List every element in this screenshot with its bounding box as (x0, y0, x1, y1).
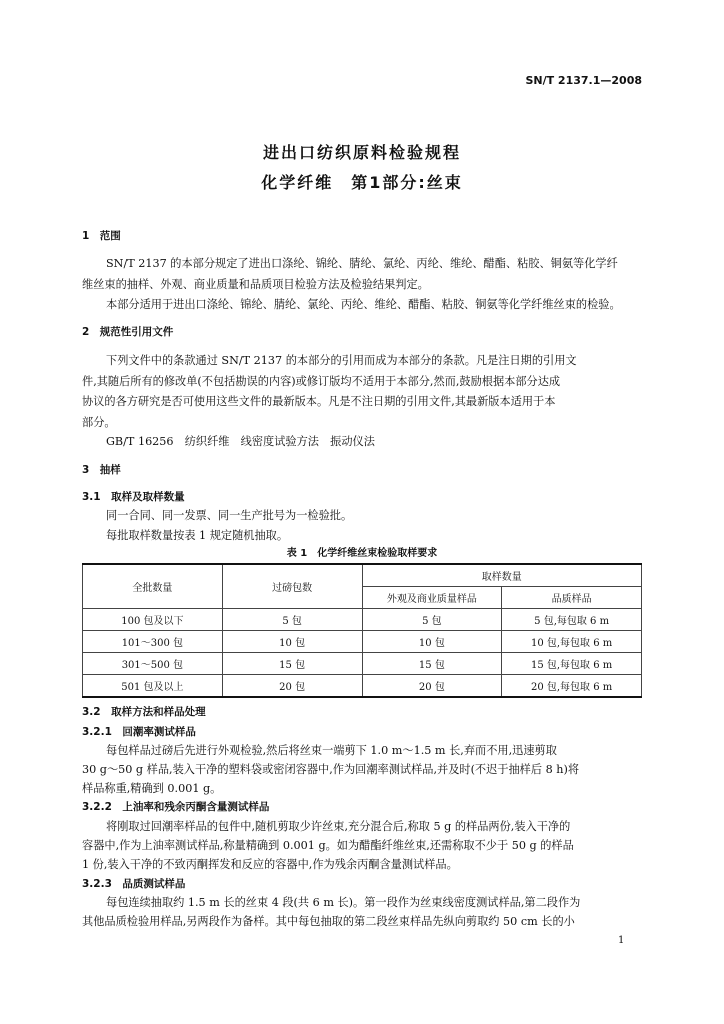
header-lot-size: 全批数量 (83, 564, 223, 609)
section-3-2-3-heading: 3.2.3 品质测试样品 (82, 878, 186, 890)
header-weighed-bales: 过磅包数 (222, 564, 362, 609)
table-cell: 15 包,每包取 6 m (502, 653, 642, 675)
table-cell: 301～500 包 (83, 653, 223, 675)
section-3-heading: 3 抽样 (82, 464, 121, 476)
paragraph-line: 其他品质检验用样品,另两段作为备样。其中每包抽取的第二段丝束样品先纵向剪取约 50 cm 长的小 (82, 915, 575, 928)
table-cell: 5 包,每包取 6 m (502, 609, 642, 631)
page-number: 1 (618, 935, 625, 946)
table-cell: 15 包 (362, 653, 502, 675)
section-1-heading: 1 范围 (82, 230, 121, 242)
section-2-heading: 2 规范性引用文件 (82, 326, 174, 338)
paragraph-line: SN/T 2137 的本部分规定了进出口涤纶、锦纶、腈纶、氯纶、丙纶、维纶、醋酯、粘胶、铜氨等化学纤 (106, 257, 618, 270)
table-cell: 10 包 (222, 631, 362, 653)
section-3-2-heading: 3.2 取样方法和样品处理 (82, 706, 206, 718)
paragraph-line: 件,其随后所有的修改单(不包括勘误的内容)或修订版均不适用于本部分,然而,鼓励根据本部分达成 (82, 375, 561, 388)
sampling-table (82, 563, 642, 698)
paragraph-line: 本部分适用于进出口涤纶、锦纶、腈纶、氯纶、丙纶、维纶、醋酯、粘胶、铜氨等化学纤维丝束的检验。 (106, 298, 621, 311)
section-3-2-1-heading: 3.2.1 回潮率测试样品 (82, 726, 196, 738)
table-row (83, 653, 642, 675)
section-3-1-heading: 3.1 取样及取样数量 (82, 491, 185, 503)
table-cell: 501 包及以上 (83, 675, 223, 698)
header-appearance-samples: 外观及商业质量样品 (362, 587, 502, 609)
table-row (83, 609, 642, 631)
paragraph-line: 样品称重,精确到 0.001 g。 (82, 782, 222, 795)
paragraph-line: 维丝束的抽样、外观、商业质量和品质项目检验方法及检验结果判定。 (82, 278, 429, 291)
table-cell: 10 包,每包取 6 m (502, 631, 642, 653)
table-cell: 10 包 (362, 631, 502, 653)
header-sample-quantity: 取样数量 (362, 564, 642, 587)
paragraph-line: 下列文件中的条款通过 SN/T 2137 的本部分的引用而成为本部分的条款。凡是注日期的引用文 (106, 354, 577, 367)
table-cell: 5 包 (222, 609, 362, 631)
table-cell: 20 包 (362, 675, 502, 698)
table-cell: 100 包及以下 (83, 609, 223, 631)
paragraph-line: 同一合同、同一发票、同一生产批号为一检验批。 (106, 509, 353, 522)
paragraph-line: 每包样品过磅后先进行外观检验,然后将丝束一端剪下 1.0 m～1.5 m 长,弃而不用,迅速剪取 (106, 744, 557, 757)
table-caption: 表 1 化学纤维丝束检验取样要求 (286, 548, 438, 559)
normative-reference: GB/T 16256 纺织纤维 线密度试验方法 振动仪法 (106, 435, 375, 448)
document-subtitle: 化学纤维 第1部分:丝束 (261, 173, 463, 192)
paragraph-line: 容器中,作为上油率测试样品,称量精确到 0.001 g。如为醋酯纤维丝束,还需称取不少于 50 g 的样品 (82, 839, 574, 852)
paragraph-line: 每批取样数量按表 1 规定随机抽取。 (106, 529, 289, 542)
header-quality-samples: 品质样品 (502, 587, 642, 609)
paragraph-line: 每包连续抽取约 1.5 m 长的丝束 4 段(共 6 m 长)。第一段作为丝束线密度测试样品,第二段作为 (106, 896, 581, 909)
section-3-2-2-heading: 3.2.2 上油率和残余丙酮含量测试样品 (82, 801, 270, 813)
paragraph-line: 1 份,装入干净的不致丙酮挥发和反应的容器中,作为残余丙酮含量测试样品。 (82, 858, 458, 871)
paragraph-line: 30 g～50 g 样品,装入干净的塑料袋或密闭容器中,作为回潮率测试样品,并及时(不迟于抽样后 8 h)将 (82, 763, 580, 776)
table-row (83, 675, 642, 698)
paragraph-line: 部分。 (82, 416, 116, 429)
table-cell: 20 包,每包取 6 m (502, 675, 642, 698)
table-cell: 15 包 (222, 653, 362, 675)
table-row (83, 631, 642, 653)
paragraph-line: 协议的各方研究是否可使用这些文件的最新版本。凡是不注日期的引用文件,其最新版本适用于本 (82, 395, 556, 408)
standard-code: SN/T 2137.1—2008 (525, 74, 642, 87)
document-title: 进出口纺织原料检验规程 (262, 143, 461, 162)
table-cell: 101～300 包 (83, 631, 223, 653)
table-cell: 20 包 (222, 675, 362, 698)
table-cell: 5 包 (362, 609, 502, 631)
paragraph-line: 将刚取过回潮率样品的包件中,随机剪取少许丝束,充分混合后,称取 5 g 的样品两份,装入干净的 (106, 820, 571, 833)
